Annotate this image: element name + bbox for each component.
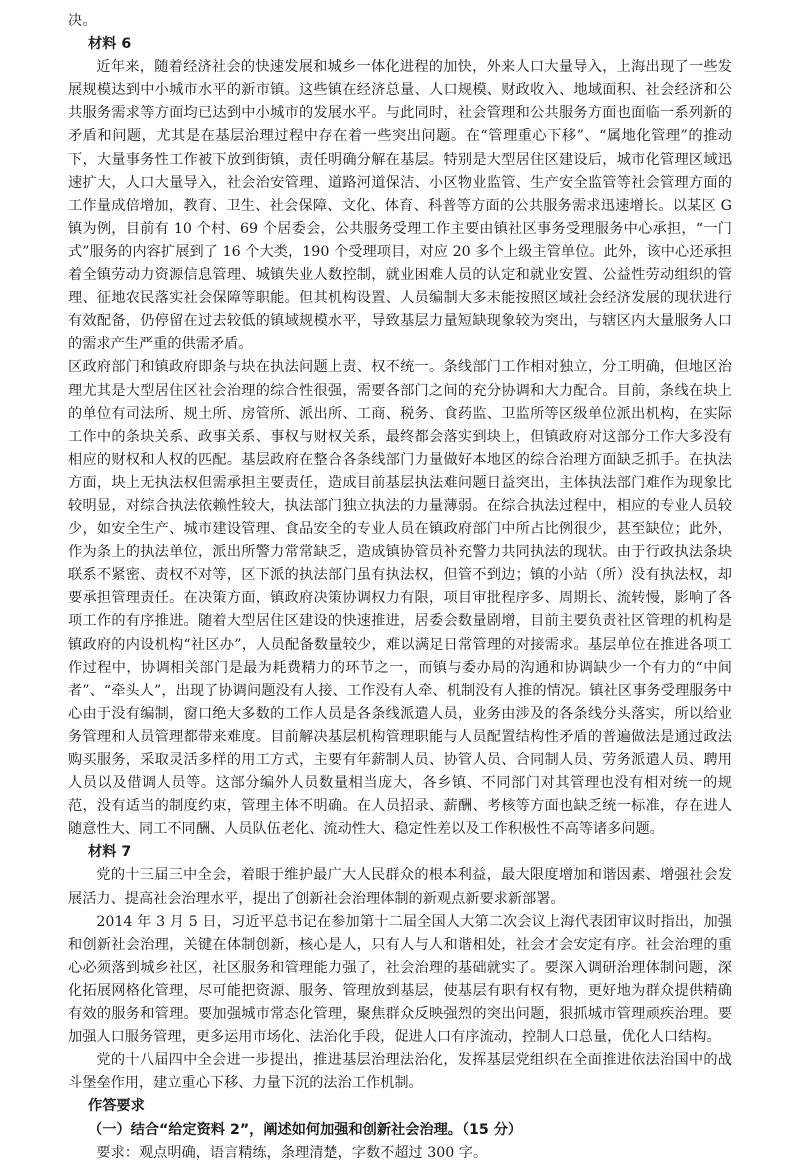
section-7-paragraph-3: 党的十八届四中全会进一步提出，推进基层治理法治化，发挥基层党组织在全面推进依法治国中的战斗堡垒作用，建立重心下移、力量下沉的法治工作机制。 <box>68 1052 732 1092</box>
section-6-heading: 材料 6 <box>88 36 132 53</box>
section-6-paragraph-1: 近年来，随着经济社会的快速发展和城乡一体化进程的加快，外来人口大量导入，上海出现了一些发展规模达到中小城市水平的新市镇。这些镇在经济总量、人口规模、财政收入、地域面积、社会经济和公共服务需求等方面均已达到中小城市的发展水平。与此同时，社会管理和公共服务方面也面临一系列新的矛盾和问题，尤其是在基层治理过程中存在着一些突出问题。在“管理重心下移”、“属地化管理”的推动下，大量事务性工作被下放到街镇，责任明确分解在基层。特别是大型居住区建设后，城市化管理区域迅速扩大，人口大量导入，社会治安管理、道路河道保洁、小区物业监管、生产安全监管等社会管理方面的工作量成倍增加，教育、卫生、社会保障、文化、体育、科普等方面的公共服务需求迅速增长。以某区 G 镇为例，目前有 10 个村、69 个居委会，公共服务受理工作主要由镇社区事务受理服务中心承担，“一门式”服务的内容扩展到了 16 个大类，190 个受理项目，对应 20 多个上级主管单位。此外，该中心还承担着全镇劳动力资源信息管理、城镇失业人数控制，就业困难人员的认定和就业安置、公益性劳动组织的管理、征地农民落实社会保障等职能。但其机构设置、人员编制大多未能按照区域社会经济发展的现状进行有效配备，仍停留在过去较低的镇域规模水平，导致基层力量短缺现象较为突出，与辖区内大量服务人口的需求产生严重的供需矛盾。 <box>68 59 732 353</box>
answer-requirement-text: 要求：观点明确，语言精练，条理清楚，字数不超过 300 字。 <box>96 1144 488 1161</box>
question-1: （一）结合“给定资料 2”，阐述如何加强和创新社会治理。（15 分） <box>88 1121 523 1138</box>
section-7-paragraph-1: 党的十三届三中全会，着眼于维护最广大人民群众的根本利益，最大限度增加和谐因素、增强社会发展活力、提高社会治理水平，提出了创新社会治理体制的新观点新要求新部署。 <box>68 867 732 907</box>
section-6-paragraph-2: 区政府部门和镇政府即条与块在执法问题上责、权不统一。条线部门工作相对独立，分工明确，但地区治理尤其是大型居住区社会治理的综合性很强，需要各部门之间的充分协调和大力配合。目前，条线在块上的单位有司法所、规土所、房管所、派出所、工商、税务、食药监、卫监所等区级单位派出机构，在实际工作中的条块关系、政事关系、事权与财权关系，最终都会落实到块上，但镇政府对这部分工作大多没有相应的财权和人权的匹配。基层政府在整合各条线部门力量做好本地区的综合治理方面缺乏抓手。在执法方面，块上无执法权但需承担主要责任，造成目前基层执法难问题日益突出，主体执法部门难作为现象比较明显，对综合执法依赖性较大，执法部门独立执法的力量薄弱。在综合执法过程中，相应的专业人员较少，如安全生产、城市建设管理、食品安全的专业人员在镇政府部门中所占比例很少，甚至缺位；此外，作为条上的执法单位，派出所警力常常缺乏，造成镇协管员补充警力共同执法的现状。由于行政执法条块联系不紧密、责权不对等，区下派的执法部门虽有执法权，但管不到边；镇的小站（所）没有执法权，却要承担管理责任。在决策方面，镇政府决策协调权力有限，项目审批程序多、周期长、流转慢，影响了各项工作的有序推进。随着大型居住区建设的快速推进，居委会数量剧增，目前主要负责社区管理的机构是镇政府的内设机构“社区办”，人员配备数量较少，难以满足日常管理的对接需求。基层单位在推进各项工作过程中，协调相关部门是最为耗费精力的环节之一，而镇与委办局的沟通和协调缺少一个有力的“中间者”、“牵头人”，出现了协调问题没有人接、工作没有人牵、机制没有人推的情况。镇社区事务受理服务中心由于没有编制，窗口绝大多数的工作人员是各条线派遣人员，业务由涉及的各条线分头落实，所以给业务管理和人员管理都带来难度。目前解决基层机构管理职能与人员配置结构性矛盾的普遍做法是通过政法购买服务，采取灵活多样的用工方式，主要有年薪制人员、协管人员、合同制人员、劳务派遣人员、聘用人员以及借调人员等。这部分编外人员数量相当庞大，各乡镇、不同部门对其管理也没有相对统一的规范，没有适当的制度约束，管理主体不明确。在人员招录、薪酬、考核等方面也缺乏统一标准，存在进人随意性大、同工不同酬、人员队伍老化、流动性大、稳定性差以及工作积极性不高等诸多问题。 <box>68 359 732 838</box>
answer-requirements-heading: 作答要求 <box>88 1098 145 1115</box>
section-7-paragraph-2: 2014 年 3 月 5 日，习近平总书记在参加第十二届全国人大第二次会议上海代表团审议时指出，加强和创新社会治理，关键在体制创新，核心是人，只有人与人和谐相处，社会才会安定有序。社会治理的重心必须落到城乡社区，社区服务和管理能力强了，社会治理的基础就实了。要深入调研治理体制问题，深化拓展网格化管理，尽可能把资源、服务、管理放到基层，使基层有职有权有物，更好地为群众提供精确有效的服务和管理。要加强城市常态化管理，聚焦群众反映强烈的突出问题，狠抓城市管理顽疾治理。要加强人口服务管理，更多运用市场化、法治化手段，促进人口有序流动，控制人口总量，优化人口结构。 <box>68 913 732 1046</box>
section-7-heading: 材料 7 <box>88 844 132 861</box>
top-fragment: 决。 <box>68 13 97 29</box>
